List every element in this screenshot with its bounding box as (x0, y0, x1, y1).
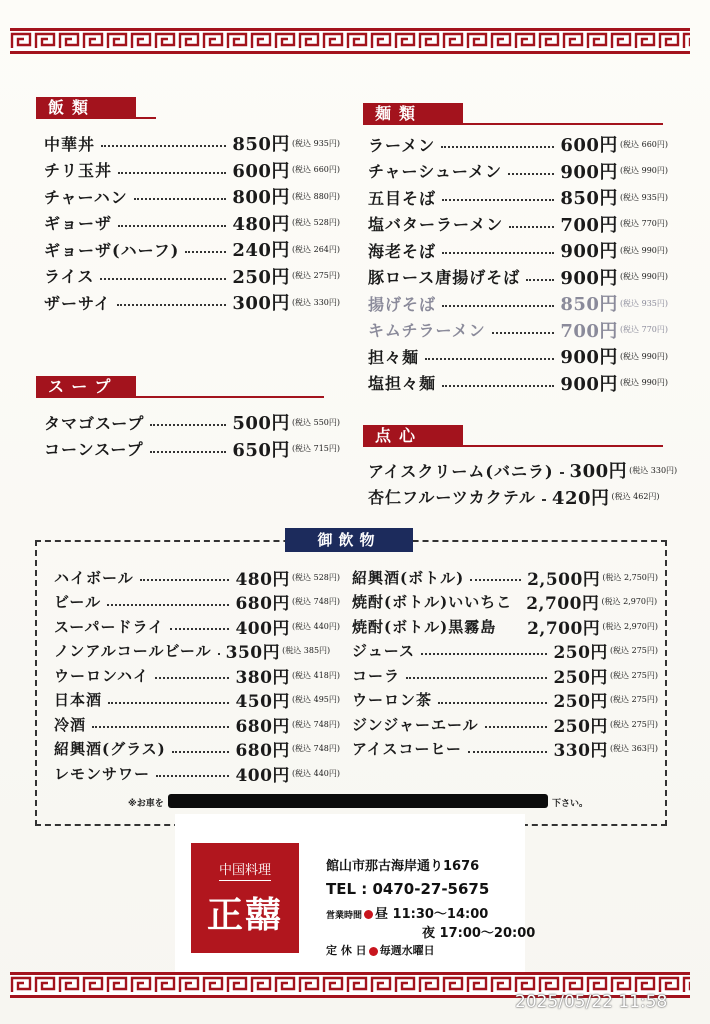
item-tax-price: (税込 660円) (619, 139, 668, 149)
menu-item (368, 237, 668, 264)
menu-item (368, 317, 668, 344)
dotted-leader (172, 751, 230, 753)
dotted-leader (92, 726, 229, 728)
dotted-leader (218, 653, 220, 655)
category-header-drinks: 御飲物 (285, 528, 413, 552)
item-price: 900円 (560, 241, 618, 263)
item-name: 塩担々麺 (368, 374, 437, 394)
item-name: チャーハン (44, 187, 128, 207)
item-price: 350円 (225, 643, 281, 664)
menu-item (44, 436, 340, 463)
top-border-pattern (10, 28, 690, 54)
drinks-list-left (54, 565, 340, 786)
dotted-leader (442, 305, 554, 307)
item-name: ザーサイ (44, 293, 111, 313)
item-price: 600円 (232, 160, 290, 182)
item-name: ラーメン (368, 135, 436, 155)
item-tax-price: (税込 275円) (291, 271, 340, 281)
item-price: 240円 (232, 240, 290, 262)
business-hours-lunch (326, 903, 488, 922)
category-header-dessert: 点心 (363, 425, 463, 447)
menu-item (54, 737, 340, 762)
item-tax-price: (税込 748円) (291, 597, 340, 607)
item-price: 300円 (232, 293, 290, 315)
menu-item (44, 409, 340, 436)
item-name: 海老そば (368, 241, 437, 261)
dotted-leader (425, 358, 554, 360)
hours-lunch-value: 昼 11:30～14:00 (375, 907, 489, 922)
item-price: 250円 (553, 643, 608, 664)
item-name: 担々麺 (368, 347, 420, 367)
dotted-leader (108, 702, 229, 704)
dotted-leader (442, 199, 554, 201)
item-price: 850円 (560, 294, 618, 316)
footnote-prefix: ※お車を (128, 799, 164, 809)
item-tax-price: (税込 748円) (291, 719, 340, 729)
item-name: タマゴスープ (44, 413, 145, 433)
menu-item (54, 712, 340, 737)
logo-subtitle: 中国料理 (219, 859, 271, 881)
item-name: 五目そば (368, 188, 437, 208)
dotted-leader (101, 145, 226, 147)
item-price: 500円 (232, 413, 290, 435)
business-hours-dinner: 夜 17:00～20:00 (422, 926, 536, 941)
item-name: 焼酎(ボトル)いいちこ (352, 593, 513, 612)
item-price: 300円 (569, 461, 628, 483)
dotted-leader (107, 604, 229, 606)
category-header-rice: 飯類 (36, 97, 136, 119)
dotted-leader (170, 628, 229, 630)
item-tax-price: (税込 715円) (291, 444, 340, 454)
item-name: アイスコーヒー (352, 740, 462, 759)
dotted-leader (508, 173, 554, 175)
dotted-leader (526, 279, 554, 281)
restaurant-address: 館山市那古海岸通り1676 (326, 859, 480, 874)
item-name: ハイボール (54, 568, 134, 587)
item-name: ジンジャーエール (352, 715, 479, 734)
item-tax-price: (税込 363円) (609, 744, 658, 754)
item-tax-price: (税込 990円) (619, 245, 668, 255)
dotted-leader (406, 677, 547, 679)
menu-item (44, 236, 340, 263)
item-tax-price: (税込 935円) (291, 138, 340, 148)
item-tax-price: (税込 770円) (619, 219, 668, 229)
menu-item (54, 688, 340, 713)
menu-item (44, 263, 340, 290)
item-tax-price: (税込 385円) (282, 646, 331, 656)
menu-item (368, 158, 668, 185)
item-tax-price: (税込 990円) (619, 378, 668, 388)
drinks-list-right (352, 565, 658, 761)
greek-key-pattern-top (10, 31, 690, 51)
menu-item (368, 370, 668, 397)
item-name: チャーシューメン (368, 162, 503, 182)
item-price: 250円 (232, 266, 290, 288)
footnote-suffix: 下さい。 (551, 799, 588, 809)
item-name: 揚げそば (368, 294, 437, 314)
item-tax-price: (税込 275円) (609, 695, 658, 705)
item-name: コーンスープ (44, 440, 144, 460)
item-price: 250円 (553, 667, 608, 688)
logo-title: 正囍 (206, 894, 283, 936)
item-name: 杏仁フルーツカクテル (368, 488, 536, 508)
item-price: 700円 (560, 320, 618, 342)
category-header-noodles: 麺類 (363, 103, 463, 125)
dotted-leader (468, 751, 548, 753)
redaction-bar (168, 794, 548, 808)
item-tax-price: (税込 748円) (291, 744, 340, 754)
item-tax-price: (税込 2,970円) (601, 597, 658, 607)
item-price: 400円 (235, 618, 290, 639)
menu-item (352, 639, 658, 664)
photo-timestamp: 2025/05/22 11:58 (515, 992, 668, 1012)
item-tax-price: (税込 528円) (291, 218, 340, 228)
dotted-leader (185, 251, 226, 253)
item-name: ウーロン茶 (352, 691, 433, 710)
menu-item (352, 565, 658, 590)
menu-item (352, 663, 658, 688)
menu-item (44, 157, 340, 184)
item-price: 900円 (560, 347, 618, 369)
item-price: 680円 (235, 741, 290, 762)
menu-item (54, 761, 340, 786)
item-tax-price: (税込 330円) (291, 297, 340, 307)
item-name: 焼酎(ボトル)黒霧島 (352, 617, 497, 636)
menu-item (44, 289, 340, 316)
menu-item (44, 130, 340, 157)
dotted-leader (438, 702, 547, 704)
item-name: 豚ロース唐揚げそば (368, 268, 521, 288)
dotted-leader (134, 198, 227, 200)
item-name: アイスクリーム(バニラ) (368, 461, 554, 481)
item-price: 680円 (235, 716, 290, 737)
dotted-leader (155, 677, 229, 679)
item-price: 2,500円 (527, 569, 601, 590)
item-price: 2,700円 (526, 594, 600, 615)
menu-item (368, 484, 668, 511)
noodles-menu-list (368, 131, 668, 396)
rice-menu-list (44, 130, 340, 316)
closed-value: 毎週水曜日 (379, 944, 435, 957)
item-tax-price: (税込 880円) (291, 191, 340, 201)
item-name: レモンサワー (54, 764, 151, 783)
item-price: 900円 (560, 267, 618, 289)
item-price: 420円 (551, 487, 610, 509)
dotted-leader (560, 472, 564, 474)
item-price: 330円 (553, 741, 608, 762)
item-tax-price: (税込 990円) (619, 351, 668, 361)
item-price: 480円 (235, 569, 290, 590)
item-price: 850円 (232, 134, 290, 156)
item-tax-price: (税込 2,970円) (602, 621, 658, 631)
menu-item (54, 639, 340, 664)
dotted-leader (485, 726, 548, 728)
item-name: ウーロンハイ (54, 666, 149, 685)
item-price: 900円 (560, 373, 618, 395)
item-name: ギョーザ(ハーフ) (44, 240, 180, 260)
category-header-soup: スープ (36, 376, 136, 398)
item-name: 日本酒 (54, 691, 103, 710)
item-name: 紹興酒(ボトル) (352, 568, 465, 587)
footnote (128, 794, 588, 810)
dotted-leader (100, 278, 226, 280)
item-name: 塩バターラーメン (368, 215, 504, 235)
dotted-leader (140, 579, 230, 581)
item-name: コーラ (352, 666, 401, 685)
item-price: 250円 (553, 692, 608, 713)
dotted-leader (442, 252, 554, 254)
menu-item (44, 183, 340, 210)
item-price: 2,700円 (527, 618, 601, 639)
dotted-leader (542, 499, 546, 501)
item-tax-price: (税込 440円) (291, 768, 340, 778)
item-name: ビール (54, 593, 102, 612)
item-tax-price: (税込 275円) (609, 646, 658, 656)
item-name: 中華丼 (44, 134, 96, 154)
item-tax-price: (税込 462円) (611, 492, 660, 502)
item-tax-price: (税込 264円) (291, 244, 340, 254)
item-name: 紹興酒(グラス) (54, 740, 166, 759)
dotted-leader (156, 775, 229, 777)
dotted-leader (118, 172, 226, 174)
red-dot-icon (364, 910, 373, 919)
item-tax-price: (税込 440円) (291, 621, 340, 631)
item-price: 850円 (560, 188, 618, 210)
dotted-leader (509, 226, 554, 228)
menu-item (368, 131, 668, 158)
item-tax-price: (税込 935円) (619, 298, 668, 308)
item-name: ノンアルコールビール (54, 642, 212, 661)
item-tax-price: (税込 275円) (609, 670, 658, 680)
item-tax-price: (税込 2,750円) (602, 572, 658, 582)
dotted-leader (470, 579, 521, 581)
dotted-leader (118, 225, 226, 227)
item-tax-price: (税込 418円) (291, 670, 340, 680)
item-name: 冷酒 (54, 715, 87, 734)
item-tax-price: (税込 770円) (619, 325, 668, 335)
menu-item (352, 688, 658, 713)
item-price: 480円 (232, 213, 290, 235)
dotted-leader (421, 653, 547, 655)
dotted-leader (150, 424, 226, 426)
item-tax-price: (税込 528円) (291, 572, 340, 582)
item-tax-price: (税込 330円) (629, 465, 678, 475)
red-dot-icon (369, 947, 378, 956)
item-name: チリ玉丼 (44, 161, 113, 181)
menu-item (352, 614, 658, 639)
item-name: キムチラーメン (368, 321, 486, 341)
item-price: 600円 (560, 135, 618, 157)
item-tax-price: (税込 495円) (291, 695, 340, 705)
item-name: スーパードライ (54, 617, 165, 636)
menu-item (368, 211, 668, 238)
item-price: 900円 (560, 161, 618, 183)
menu-item (54, 663, 340, 688)
restaurant-logo (191, 843, 299, 953)
item-price: 700円 (560, 214, 618, 236)
menu-item (368, 290, 668, 317)
closed-day (326, 942, 435, 958)
soup-menu-list (44, 409, 340, 462)
menu-item (368, 343, 668, 370)
item-price: 250円 (553, 716, 608, 737)
item-tax-price: (税込 990円) (619, 166, 668, 176)
item-tax-price: (税込 550円) (291, 417, 340, 427)
dessert-menu-list (368, 457, 678, 510)
menu-item (352, 712, 658, 737)
item-tax-price: (税込 990円) (619, 272, 668, 282)
dotted-leader (150, 451, 227, 453)
item-price: 450円 (235, 692, 290, 713)
dotted-leader (117, 304, 226, 306)
menu-item (44, 210, 340, 237)
item-tax-price: (税込 660円) (291, 165, 340, 175)
item-name: ジュース (352, 642, 415, 661)
menu-item (352, 737, 658, 762)
menu-item (54, 590, 340, 615)
item-tax-price: (税込 935円) (619, 192, 668, 202)
item-price: 650円 (232, 439, 290, 461)
menu-item (352, 590, 658, 615)
item-price: 400円 (235, 765, 290, 786)
menu-item (54, 565, 340, 590)
item-name: ギョーザ (44, 214, 113, 234)
menu-item (368, 264, 668, 291)
dotted-leader (441, 146, 554, 148)
dotted-leader (442, 385, 554, 387)
item-name: ライス (44, 267, 95, 287)
item-price: 680円 (235, 594, 290, 615)
item-tax-price: (税込 275円) (609, 719, 658, 729)
item-price: 380円 (235, 667, 290, 688)
restaurant-phone: TEL : 0470-27-5675 (326, 880, 490, 898)
menu-item (368, 184, 668, 211)
menu-item (368, 457, 678, 484)
item-price: 800円 (232, 187, 290, 209)
dotted-leader (492, 332, 555, 334)
hours-label: 営業時間 (326, 911, 363, 921)
closed-label: 定 休 日 (326, 944, 367, 957)
menu-item (54, 614, 340, 639)
